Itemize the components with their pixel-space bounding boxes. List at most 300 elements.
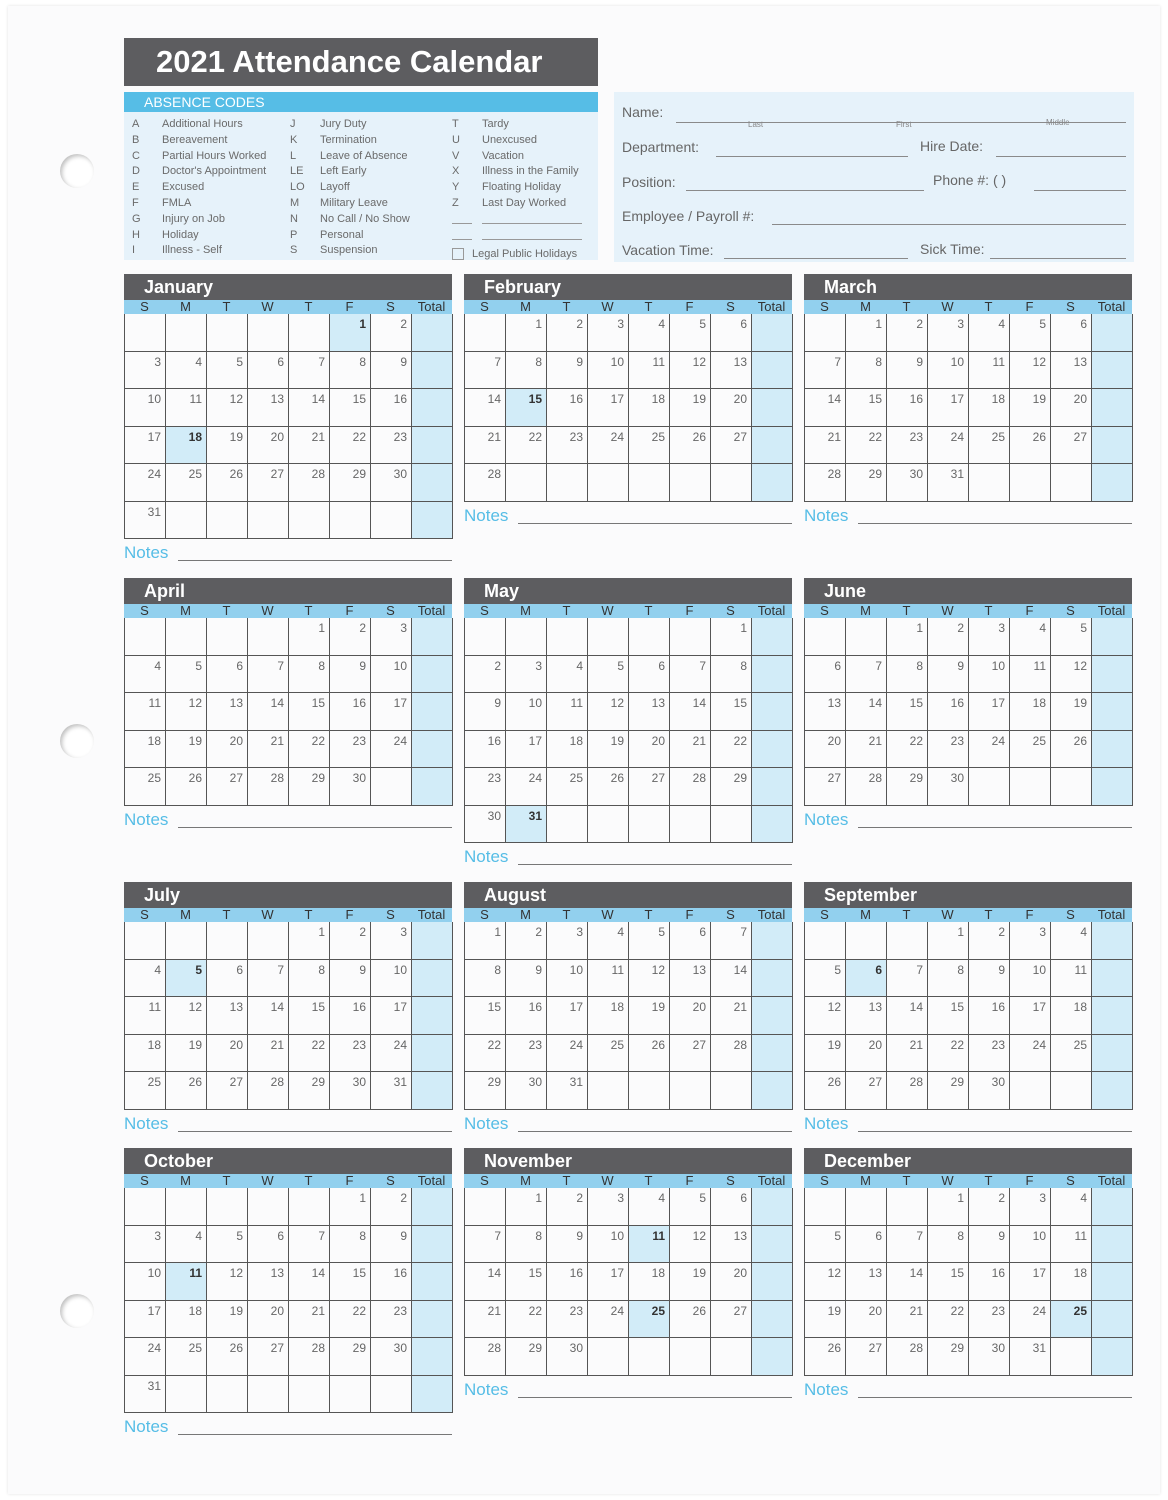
- day-cell[interactable]: 30: [928, 768, 969, 806]
- empty-day-cell[interactable]: [248, 314, 289, 352]
- day-cell[interactable]: 10: [371, 960, 412, 998]
- day-cell[interactable]: 22: [711, 731, 752, 769]
- day-cell[interactable]: 25: [166, 1338, 207, 1376]
- day-cell[interactable]: 13: [629, 693, 670, 731]
- day-cell[interactable]: 16: [547, 1263, 588, 1301]
- week-total-cell[interactable]: [1092, 1263, 1133, 1301]
- day-cell[interactable]: 16: [969, 1263, 1010, 1301]
- notes-field[interactable]: [178, 560, 452, 561]
- day-cell[interactable]: 2: [547, 1188, 588, 1226]
- day-cell[interactable]: 30: [969, 1072, 1010, 1110]
- week-total-cell[interactable]: [752, 314, 793, 352]
- day-cell[interactable]: 13: [1051, 352, 1092, 390]
- day-cell[interactable]: 5: [670, 1188, 711, 1226]
- day-cell[interactable]: 19: [670, 1263, 711, 1301]
- day-cell[interactable]: 10: [506, 693, 547, 731]
- empty-day-cell[interactable]: [887, 1188, 928, 1226]
- week-total-cell[interactable]: [1092, 731, 1133, 769]
- day-cell[interactable]: 1: [928, 922, 969, 960]
- day-cell[interactable]: 7: [711, 922, 752, 960]
- day-cell[interactable]: 19: [805, 1035, 846, 1073]
- day-cell[interactable]: 6: [629, 656, 670, 694]
- day-cell[interactable]: 24: [928, 427, 969, 465]
- day-cell[interactable]: 12: [207, 1263, 248, 1301]
- day-cell[interactable]: 2: [547, 314, 588, 352]
- holiday-day-cell[interactable]: 11: [629, 1226, 670, 1264]
- day-cell[interactable]: 25: [1051, 1035, 1092, 1073]
- day-cell[interactable]: 8: [330, 352, 371, 390]
- day-cell[interactable]: 10: [969, 656, 1010, 694]
- day-cell[interactable]: 4: [629, 1188, 670, 1226]
- day-cell[interactable]: 29: [928, 1072, 969, 1110]
- day-cell[interactable]: 22: [506, 427, 547, 465]
- day-cell[interactable]: 26: [629, 1035, 670, 1073]
- phone-field[interactable]: [1034, 190, 1126, 191]
- day-cell[interactable]: 9: [371, 352, 412, 390]
- day-cell[interactable]: 12: [1010, 352, 1051, 390]
- day-cell[interactable]: 7: [846, 656, 887, 694]
- empty-day-cell[interactable]: [465, 1188, 506, 1226]
- empty-day-cell[interactable]: [805, 1188, 846, 1226]
- empty-day-cell[interactable]: [711, 1338, 752, 1376]
- week-total-cell[interactable]: [412, 1301, 453, 1339]
- day-cell[interactable]: 21: [465, 1301, 506, 1339]
- day-cell[interactable]: 29: [465, 1072, 506, 1110]
- notes-field[interactable]: [858, 1131, 1132, 1132]
- empty-day-cell[interactable]: [248, 922, 289, 960]
- day-cell[interactable]: 13: [248, 1263, 289, 1301]
- day-cell[interactable]: 28: [846, 768, 887, 806]
- day-cell[interactable]: 26: [207, 464, 248, 502]
- week-total-cell[interactable]: [752, 922, 793, 960]
- empty-day-cell[interactable]: [629, 1072, 670, 1110]
- day-cell[interactable]: 12: [166, 693, 207, 731]
- week-total-cell[interactable]: [752, 1226, 793, 1264]
- empty-day-cell[interactable]: [207, 618, 248, 656]
- day-cell[interactable]: 29: [711, 768, 752, 806]
- empty-day-cell[interactable]: [547, 806, 588, 844]
- day-cell[interactable]: 9: [506, 960, 547, 998]
- week-total-cell[interactable]: [752, 618, 793, 656]
- day-cell[interactable]: 21: [289, 427, 330, 465]
- day-cell[interactable]: 21: [248, 731, 289, 769]
- day-cell[interactable]: 5: [805, 1226, 846, 1264]
- empty-day-cell[interactable]: [846, 1188, 887, 1226]
- week-total-cell[interactable]: [412, 427, 453, 465]
- day-cell[interactable]: 22: [887, 731, 928, 769]
- day-cell[interactable]: 9: [928, 656, 969, 694]
- week-total-cell[interactable]: [412, 1072, 453, 1110]
- day-cell[interactable]: 24: [506, 768, 547, 806]
- week-total-cell[interactable]: [412, 464, 453, 502]
- day-cell[interactable]: 7: [289, 1226, 330, 1264]
- day-cell[interactable]: 9: [547, 352, 588, 390]
- day-cell[interactable]: 26: [207, 1338, 248, 1376]
- day-cell[interactable]: 13: [711, 352, 752, 390]
- day-cell[interactable]: 3: [371, 922, 412, 960]
- day-cell[interactable]: 25: [588, 1035, 629, 1073]
- day-cell[interactable]: 21: [887, 1301, 928, 1339]
- day-cell[interactable]: 24: [371, 731, 412, 769]
- day-cell[interactable]: 11: [1051, 960, 1092, 998]
- day-cell[interactable]: 6: [711, 314, 752, 352]
- day-cell[interactable]: 26: [1010, 427, 1051, 465]
- week-total-cell[interactable]: [1092, 997, 1133, 1035]
- day-cell[interactable]: 18: [125, 731, 166, 769]
- day-cell[interactable]: 22: [330, 427, 371, 465]
- day-cell[interactable]: 5: [1010, 314, 1051, 352]
- week-total-cell[interactable]: [752, 352, 793, 390]
- day-cell[interactable]: 15: [846, 389, 887, 427]
- day-cell[interactable]: 6: [207, 656, 248, 694]
- day-cell[interactable]: 11: [629, 352, 670, 390]
- notes-field[interactable]: [178, 1434, 452, 1435]
- day-cell[interactable]: 23: [928, 731, 969, 769]
- day-cell[interactable]: 10: [125, 389, 166, 427]
- day-cell[interactable]: 27: [207, 768, 248, 806]
- day-cell[interactable]: 17: [969, 693, 1010, 731]
- day-cell[interactable]: 2: [887, 314, 928, 352]
- week-total-cell[interactable]: [412, 618, 453, 656]
- empty-day-cell[interactable]: [969, 768, 1010, 806]
- week-total-cell[interactable]: [1092, 352, 1133, 390]
- day-cell[interactable]: 17: [371, 693, 412, 731]
- day-cell[interactable]: 1: [846, 314, 887, 352]
- week-total-cell[interactable]: [752, 693, 793, 731]
- day-cell[interactable]: 4: [125, 960, 166, 998]
- day-cell[interactable]: 12: [166, 997, 207, 1035]
- day-cell[interactable]: 6: [248, 352, 289, 390]
- week-total-cell[interactable]: [1092, 464, 1133, 502]
- week-total-cell[interactable]: [412, 389, 453, 427]
- empty-day-cell[interactable]: [629, 464, 670, 502]
- day-cell[interactable]: 21: [887, 1035, 928, 1073]
- day-cell[interactable]: 26: [588, 768, 629, 806]
- day-cell[interactable]: 25: [629, 427, 670, 465]
- day-cell[interactable]: 31: [928, 464, 969, 502]
- day-cell[interactable]: 30: [330, 1072, 371, 1110]
- day-cell[interactable]: 30: [330, 768, 371, 806]
- day-cell[interactable]: 20: [846, 1301, 887, 1339]
- empty-day-cell[interactable]: [670, 618, 711, 656]
- day-cell[interactable]: 19: [805, 1301, 846, 1339]
- day-cell[interactable]: 23: [506, 1035, 547, 1073]
- day-cell[interactable]: 9: [465, 693, 506, 731]
- day-cell[interactable]: 14: [805, 389, 846, 427]
- empty-day-cell[interactable]: [670, 464, 711, 502]
- empty-day-cell[interactable]: [547, 618, 588, 656]
- day-cell[interactable]: 30: [371, 1338, 412, 1376]
- empty-day-cell[interactable]: [465, 314, 506, 352]
- holiday-day-cell[interactable]: 25: [1051, 1301, 1092, 1339]
- notes-field[interactable]: [518, 523, 792, 524]
- day-cell[interactable]: 20: [1051, 389, 1092, 427]
- day-cell[interactable]: 20: [670, 997, 711, 1035]
- week-total-cell[interactable]: [1092, 1338, 1133, 1376]
- day-cell[interactable]: 18: [588, 997, 629, 1035]
- day-cell[interactable]: 7: [248, 960, 289, 998]
- day-cell[interactable]: 5: [588, 656, 629, 694]
- day-cell[interactable]: 15: [711, 693, 752, 731]
- day-cell[interactable]: 8: [506, 1226, 547, 1264]
- day-cell[interactable]: 23: [547, 1301, 588, 1339]
- week-total-cell[interactable]: [412, 1263, 453, 1301]
- day-cell[interactable]: 10: [928, 352, 969, 390]
- day-cell[interactable]: 10: [588, 1226, 629, 1264]
- day-cell[interactable]: 4: [629, 314, 670, 352]
- day-cell[interactable]: 18: [1051, 997, 1092, 1035]
- day-cell[interactable]: 22: [330, 1301, 371, 1339]
- day-cell[interactable]: 21: [248, 1035, 289, 1073]
- day-cell[interactable]: 28: [670, 768, 711, 806]
- day-cell[interactable]: 20: [711, 1263, 752, 1301]
- day-cell[interactable]: 14: [289, 389, 330, 427]
- day-cell[interactable]: 13: [805, 693, 846, 731]
- day-cell[interactable]: 24: [125, 1338, 166, 1376]
- day-cell[interactable]: 1: [506, 1188, 547, 1226]
- week-total-cell[interactable]: [412, 1338, 453, 1376]
- day-cell[interactable]: 10: [125, 1263, 166, 1301]
- day-cell[interactable]: 1: [928, 1188, 969, 1226]
- day-cell[interactable]: 8: [928, 960, 969, 998]
- hire-date-field[interactable]: [996, 156, 1126, 157]
- day-cell[interactable]: 19: [1010, 389, 1051, 427]
- day-cell[interactable]: 2: [330, 618, 371, 656]
- week-total-cell[interactable]: [1092, 1035, 1133, 1073]
- empty-day-cell[interactable]: [547, 464, 588, 502]
- empty-day-cell[interactable]: [207, 502, 248, 540]
- day-cell[interactable]: 6: [670, 922, 711, 960]
- holiday-day-cell[interactable]: 31: [506, 806, 547, 844]
- day-cell[interactable]: 6: [805, 656, 846, 694]
- day-cell[interactable]: 25: [125, 1072, 166, 1110]
- day-cell[interactable]: 20: [846, 1035, 887, 1073]
- day-cell[interactable]: 11: [125, 693, 166, 731]
- day-cell[interactable]: 26: [805, 1338, 846, 1376]
- empty-day-cell[interactable]: [371, 502, 412, 540]
- day-cell[interactable]: 24: [547, 1035, 588, 1073]
- day-cell[interactable]: 26: [805, 1072, 846, 1110]
- empty-day-cell[interactable]: [588, 806, 629, 844]
- day-cell[interactable]: 6: [248, 1226, 289, 1264]
- day-cell[interactable]: 31: [547, 1072, 588, 1110]
- week-total-cell[interactable]: [1092, 656, 1133, 694]
- day-cell[interactable]: 29: [928, 1338, 969, 1376]
- week-total-cell[interactable]: [752, 1338, 793, 1376]
- empty-day-cell[interactable]: [166, 618, 207, 656]
- week-total-cell[interactable]: [412, 960, 453, 998]
- day-cell[interactable]: 5: [1051, 618, 1092, 656]
- empty-day-cell[interactable]: [125, 314, 166, 352]
- week-total-cell[interactable]: [412, 1188, 453, 1226]
- day-cell[interactable]: 8: [928, 1226, 969, 1264]
- day-cell[interactable]: 15: [928, 1263, 969, 1301]
- week-total-cell[interactable]: [1092, 314, 1133, 352]
- day-cell[interactable]: 5: [629, 922, 670, 960]
- holiday-day-cell[interactable]: 6: [846, 960, 887, 998]
- empty-day-cell[interactable]: [711, 464, 752, 502]
- empty-day-cell[interactable]: [1010, 464, 1051, 502]
- week-total-cell[interactable]: [1092, 1072, 1133, 1110]
- empty-day-cell[interactable]: [670, 806, 711, 844]
- empty-day-cell[interactable]: [1051, 1338, 1092, 1376]
- day-cell[interactable]: 18: [547, 731, 588, 769]
- day-cell[interactable]: 5: [166, 656, 207, 694]
- day-cell[interactable]: 20: [711, 389, 752, 427]
- day-cell[interactable]: 7: [887, 1226, 928, 1264]
- day-cell[interactable]: 16: [969, 997, 1010, 1035]
- day-cell[interactable]: 8: [465, 960, 506, 998]
- empty-day-cell[interactable]: [330, 502, 371, 540]
- day-cell[interactable]: 16: [371, 1263, 412, 1301]
- week-total-cell[interactable]: [752, 1263, 793, 1301]
- week-total-cell[interactable]: [412, 768, 453, 806]
- day-cell[interactable]: 11: [1051, 1226, 1092, 1264]
- empty-day-cell[interactable]: [1051, 768, 1092, 806]
- week-total-cell[interactable]: [412, 352, 453, 390]
- day-cell[interactable]: 22: [928, 1035, 969, 1073]
- vacation-time-field[interactable]: [724, 258, 908, 259]
- day-cell[interactable]: 28: [465, 464, 506, 502]
- day-cell[interactable]: 19: [207, 1301, 248, 1339]
- day-cell[interactable]: 5: [805, 960, 846, 998]
- day-cell[interactable]: 6: [846, 1226, 887, 1264]
- week-total-cell[interactable]: [752, 1301, 793, 1339]
- empty-day-cell[interactable]: [248, 618, 289, 656]
- day-cell[interactable]: 19: [207, 427, 248, 465]
- empty-day-cell[interactable]: [289, 502, 330, 540]
- day-cell[interactable]: 14: [289, 1263, 330, 1301]
- empty-day-cell[interactable]: [629, 618, 670, 656]
- day-cell[interactable]: 21: [711, 997, 752, 1035]
- day-cell[interactable]: 24: [1010, 1035, 1051, 1073]
- day-cell[interactable]: 10: [371, 656, 412, 694]
- day-cell[interactable]: 11: [969, 352, 1010, 390]
- empty-day-cell[interactable]: [1051, 464, 1092, 502]
- day-cell[interactable]: 9: [887, 352, 928, 390]
- day-cell[interactable]: 23: [465, 768, 506, 806]
- day-cell[interactable]: 3: [588, 1188, 629, 1226]
- day-cell[interactable]: 12: [629, 960, 670, 998]
- week-total-cell[interactable]: [412, 502, 453, 540]
- day-cell[interactable]: 8: [887, 656, 928, 694]
- week-total-cell[interactable]: [1092, 1188, 1133, 1226]
- day-cell[interactable]: 9: [330, 656, 371, 694]
- week-total-cell[interactable]: [412, 922, 453, 960]
- day-cell[interactable]: 8: [846, 352, 887, 390]
- day-cell[interactable]: 30: [506, 1072, 547, 1110]
- empty-day-cell[interactable]: [711, 1072, 752, 1110]
- day-cell[interactable]: 1: [330, 1188, 371, 1226]
- week-total-cell[interactable]: [1092, 427, 1133, 465]
- day-cell[interactable]: 26: [670, 1301, 711, 1339]
- empty-day-cell[interactable]: [629, 806, 670, 844]
- day-cell[interactable]: 5: [207, 352, 248, 390]
- empty-day-cell[interactable]: [289, 1188, 330, 1226]
- day-cell[interactable]: 18: [1010, 693, 1051, 731]
- day-cell[interactable]: 27: [670, 1035, 711, 1073]
- notes-field[interactable]: [858, 1397, 1132, 1398]
- empty-day-cell[interactable]: [711, 806, 752, 844]
- day-cell[interactable]: 22: [289, 1035, 330, 1073]
- day-cell[interactable]: 23: [330, 731, 371, 769]
- empty-day-cell[interactable]: [248, 1376, 289, 1414]
- day-cell[interactable]: 26: [670, 427, 711, 465]
- day-cell[interactable]: 31: [371, 1072, 412, 1110]
- notes-field[interactable]: [518, 1131, 792, 1132]
- day-cell[interactable]: 3: [125, 1226, 166, 1264]
- day-cell[interactable]: 28: [711, 1035, 752, 1073]
- day-cell[interactable]: 1: [887, 618, 928, 656]
- day-cell[interactable]: 19: [670, 389, 711, 427]
- day-cell[interactable]: 11: [588, 960, 629, 998]
- notes-field[interactable]: [178, 827, 452, 828]
- day-cell[interactable]: 16: [506, 997, 547, 1035]
- day-cell[interactable]: 24: [371, 1035, 412, 1073]
- day-cell[interactable]: 13: [670, 960, 711, 998]
- day-cell[interactable]: 28: [289, 464, 330, 502]
- empty-day-cell[interactable]: [465, 618, 506, 656]
- week-total-cell[interactable]: [752, 1035, 793, 1073]
- empty-day-cell[interactable]: [371, 768, 412, 806]
- holiday-day-cell[interactable]: 5: [166, 960, 207, 998]
- empty-day-cell[interactable]: [207, 314, 248, 352]
- empty-day-cell[interactable]: [506, 618, 547, 656]
- day-cell[interactable]: 30: [547, 1338, 588, 1376]
- notes-field[interactable]: [858, 523, 1132, 524]
- day-cell[interactable]: 28: [887, 1072, 928, 1110]
- day-cell[interactable]: 30: [969, 1338, 1010, 1376]
- day-cell[interactable]: 30: [887, 464, 928, 502]
- day-cell[interactable]: 31: [125, 1376, 166, 1414]
- day-cell[interactable]: 10: [547, 960, 588, 998]
- day-cell[interactable]: 9: [330, 960, 371, 998]
- empty-day-cell[interactable]: [125, 1188, 166, 1226]
- day-cell[interactable]: 10: [1010, 960, 1051, 998]
- day-cell[interactable]: 4: [547, 656, 588, 694]
- day-cell[interactable]: 26: [166, 1072, 207, 1110]
- day-cell[interactable]: 28: [248, 1072, 289, 1110]
- day-cell[interactable]: 7: [289, 352, 330, 390]
- day-cell[interactable]: 26: [1051, 731, 1092, 769]
- week-total-cell[interactable]: [752, 806, 793, 844]
- day-cell[interactable]: 21: [670, 731, 711, 769]
- day-cell[interactable]: 29: [506, 1338, 547, 1376]
- day-cell[interactable]: 25: [1010, 731, 1051, 769]
- empty-day-cell[interactable]: [1010, 1072, 1051, 1110]
- day-cell[interactable]: 23: [969, 1035, 1010, 1073]
- empty-day-cell[interactable]: [166, 1188, 207, 1226]
- week-total-cell[interactable]: [752, 427, 793, 465]
- day-cell[interactable]: 16: [887, 389, 928, 427]
- empty-day-cell[interactable]: [629, 1338, 670, 1376]
- day-cell[interactable]: 18: [125, 1035, 166, 1073]
- empty-day-cell[interactable]: [289, 1376, 330, 1414]
- day-cell[interactable]: 15: [887, 693, 928, 731]
- day-cell[interactable]: 30: [371, 464, 412, 502]
- day-cell[interactable]: 3: [1010, 1188, 1051, 1226]
- department-field[interactable]: [716, 156, 908, 157]
- day-cell[interactable]: 12: [670, 1226, 711, 1264]
- day-cell[interactable]: 18: [629, 1263, 670, 1301]
- day-cell[interactable]: 22: [289, 731, 330, 769]
- week-total-cell[interactable]: [412, 731, 453, 769]
- day-cell[interactable]: 14: [248, 693, 289, 731]
- week-total-cell[interactable]: [1092, 693, 1133, 731]
- empty-day-cell[interactable]: [588, 618, 629, 656]
- day-cell[interactable]: 15: [330, 389, 371, 427]
- day-cell[interactable]: 15: [928, 997, 969, 1035]
